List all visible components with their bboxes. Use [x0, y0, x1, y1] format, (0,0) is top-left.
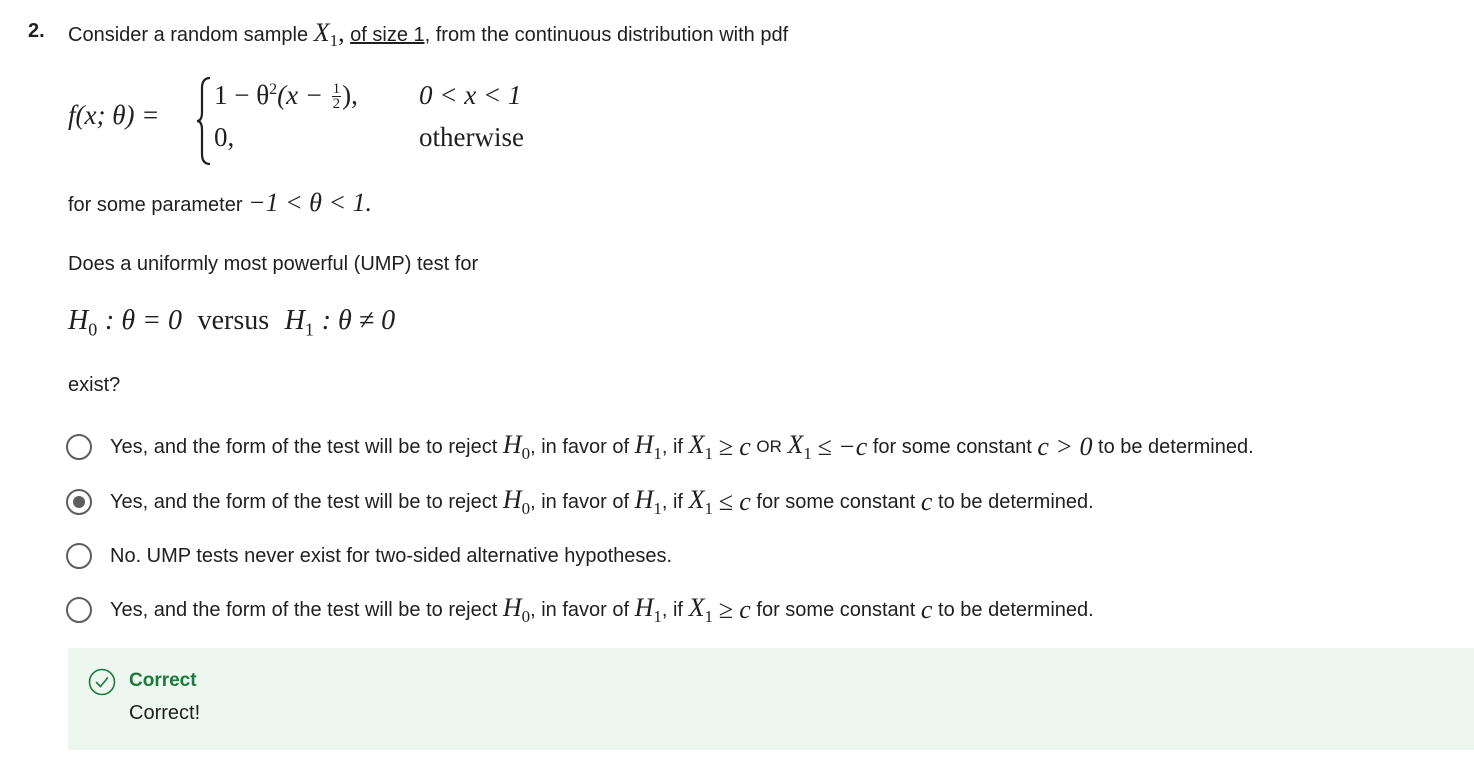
answer-option-4[interactable]	[66, 594, 1094, 626]
pdf-lhs: f(x; θ) =	[68, 100, 160, 130]
case1-sup: 2	[269, 81, 278, 98]
answer-option-1[interactable]	[66, 431, 1254, 463]
option-1-h1: $H_1$	[634, 429, 662, 464]
h0-rest: : θ = 0	[105, 305, 182, 336]
param-math: −1 < θ < 1.	[248, 188, 372, 217]
frac-den: 2	[332, 96, 341, 113]
option-2-text-a: Yes, and the form of the test will be to reject	[110, 490, 498, 513]
option-4-c: c	[920, 595, 933, 624]
option-2-h1: $H_1$	[634, 484, 662, 519]
feedback-title: Correct	[129, 670, 197, 691]
intro-text: Consider a random sample	[68, 24, 309, 46]
answer-option-2[interactable]	[66, 486, 1094, 518]
param-line	[68, 188, 372, 218]
option-2-x1: $X_1$	[688, 484, 713, 519]
intro-var-sub: 1	[329, 31, 339, 50]
pdf-case1-cond: 0 < x < 1	[419, 80, 522, 110]
case1-expr-c: ),	[342, 80, 358, 110]
option-1-or: OR	[756, 437, 782, 456]
option-1-h0: $H_0$	[502, 429, 531, 464]
option-4-h0: $H_0$	[502, 592, 531, 627]
option-2-text-e: to be determined.	[938, 490, 1094, 513]
radio-button-1[interactable]	[66, 434, 92, 460]
radio-button-3[interactable]	[66, 543, 92, 569]
option-2-text-b: , in favor of	[530, 490, 630, 513]
option-2-text-c: , if	[661, 490, 683, 513]
option-1-x1b: $X_1$	[787, 429, 812, 464]
option-1-text-d: for some constant	[872, 435, 1032, 458]
option-2-c: c	[920, 487, 933, 516]
option-4-text-d: for some constant	[756, 598, 916, 621]
option-4-text-e: to be determined.	[938, 598, 1094, 621]
h1-rest: : θ ≠ 0	[321, 305, 396, 336]
question-number: 2.	[28, 20, 45, 42]
option-4-cond: ≥ c	[718, 595, 751, 624]
frac-num: 1	[332, 81, 341, 98]
pdf-case1-expr	[214, 80, 358, 111]
option-1-cond: ≥ c	[718, 432, 751, 461]
intro-size: of size 1,	[350, 24, 431, 46]
versus-text: versus	[197, 305, 270, 336]
radio-button-2[interactable]	[66, 489, 92, 515]
case1-expr-a: 1 − θ	[214, 80, 270, 110]
intro-text-after: from the continuous distribution with pdf	[435, 24, 789, 46]
option-4-text-c: , if	[661, 598, 683, 621]
option-4-h1: $H_1$	[634, 592, 662, 627]
pdf-case2-cond: otherwise	[419, 122, 524, 152]
question-intro	[68, 18, 788, 51]
radio-button-4[interactable]	[66, 597, 92, 623]
case1-expr-b: (x −	[277, 80, 324, 110]
h0: H	[68, 305, 89, 336]
check-circle-icon	[88, 668, 116, 696]
option-1-x1: $X_1$	[688, 429, 713, 464]
answer-option-3[interactable]	[66, 540, 672, 572]
intro-var: X	[313, 18, 330, 47]
option-1-text-e: to be determined.	[1098, 435, 1254, 458]
option-4-text-a: Yes, and the form of the test will be to reject	[110, 598, 498, 621]
param-text: for some parameter	[68, 194, 243, 216]
option-1-text-a: Yes, and the form of the test will be to reject	[110, 435, 498, 458]
option-1-cond2: ≤ −c	[817, 432, 868, 461]
option-3-text: No. UMP tests never exist for two-sided alternative hypotheses.	[110, 544, 673, 567]
h1-sub: 1	[304, 319, 314, 340]
intro-comma: ,	[338, 18, 345, 47]
h0-sub: 0	[88, 319, 98, 340]
option-4-text-b: , in favor of	[530, 598, 630, 621]
feedback-box	[68, 648, 1474, 750]
left-brace-icon	[196, 76, 212, 166]
option-2-cond: ≤ c	[718, 487, 751, 516]
h1: H	[284, 305, 305, 336]
feedback-text: Correct!	[129, 702, 201, 724]
exist-text: exist?	[68, 374, 121, 396]
option-2-h0: $H_0$	[502, 484, 531, 519]
option-2-text-d: for some constant	[756, 490, 916, 513]
option-1-text-b: , in favor of	[530, 435, 630, 458]
case1-frac	[332, 82, 342, 111]
ump-question: Does a uniformly most powerful (UMP) test for	[68, 253, 479, 275]
option-1-text-c: , if	[661, 435, 683, 458]
hypothesis	[68, 304, 395, 341]
pdf-case2-expr: 0,	[214, 122, 235, 152]
option-1-c-gt: c > 0	[1037, 432, 1093, 461]
option-4-x1: $X_1$	[688, 592, 713, 627]
